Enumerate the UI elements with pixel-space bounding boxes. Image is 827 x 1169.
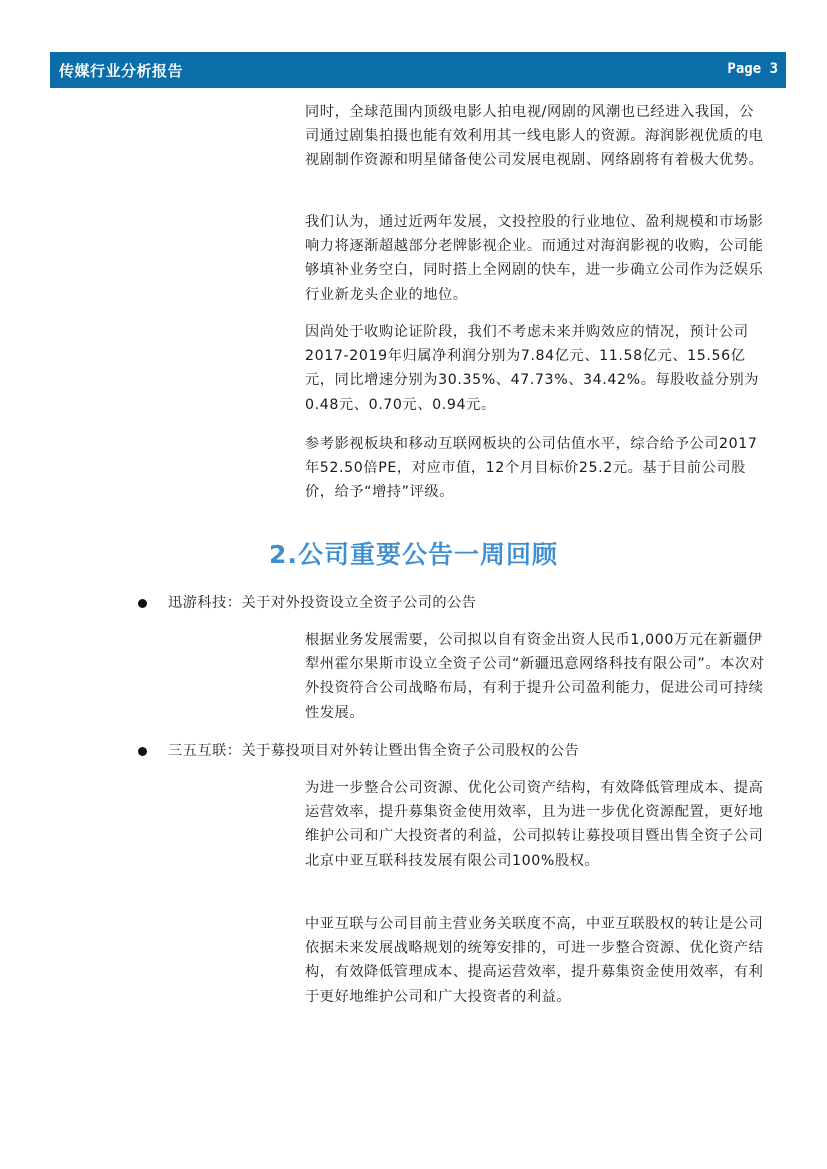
intro-paragraph-4: 参考影视板块和移动互联网板块的公司估值水平，综合给予公司2017年52.50倍PE，对应市值，12个月目标价25.2元。基于目前公司股价，给予“增持”评级。 xyxy=(305,436,758,501)
intro-paragraph-3: 因尚处于收购论证阶段，我们不考虑未来并购效应的情况，预计公司2017-2019年归属净利润分别为7.84亿元、11.58亿元、15.56亿元，同比增速分别为30.35%、47.73%、34.42%。每股收益分别为0.48元、0.70元、0.94元。 xyxy=(305,324,760,413)
announcement-paragraph: 根据业务发展需要，公司拟以自有资金出资人民币1,000万元在新疆伊犁州霍尔果斯市设立全资子公司“新疆迅意网络科技有限公司”。本次对外投资符合公司战略布局，有利于提升公司盈利能力，促进公司可持续性发展。 xyxy=(305,632,765,721)
intro-paragraph-2: 我们认为，通过近两年发展，文投控股的行业地位、盈利规模和市场影响力将逐渐超越部分老牌影视企业。而通过对海润影视的收购，公司能够填补业务空白，同时搭上全网剧的快车，进一步确立公司作为泛娱乐行业新龙头企业的地位。 xyxy=(305,214,764,303)
announcement-paragraph: 中亚互联与公司目前主营业务关联度不高，中亚互联股权的转让是公司依据未来发展战略规划的统筹安排的，可进一步整合资源、优化资产结构，有效降低管理成本、提高运营效率，提升募集资金使用效率，有利于更好地维护公司和广大投资者的利益。 xyxy=(305,916,764,1005)
bullet-icon xyxy=(138,747,147,756)
announcement-heading: 迅游科技：关于对外投资设立全资子公司的公告 xyxy=(168,595,477,611)
header-bar xyxy=(50,52,786,88)
announcement-heading: 三五互联：关于募投项目对外转让暨出售全资子公司股权的公告 xyxy=(168,743,580,759)
report-title: 传媒行业分析报告 xyxy=(59,62,184,80)
announcement-paragraph: 为进一步整合公司资源、优化公司资产结构，有效降低管理成本、提高运营效率，提升募集资金使用效率，且为进一步优化资源配置，更好地维护公司和广大投资者的利益，公司拟转让募投项目暨出售全资子公司北京中亚互联科技发展有限公司100%股权。 xyxy=(305,780,764,869)
page-number: Page 3 xyxy=(727,61,778,77)
bullet-icon xyxy=(138,599,147,608)
intro-paragraph-1: 同时，全球范围内顶级电影人拍电视/网剧的风潮也已经进入我国，公司通过剧集拍摄也能有效利用其一线电影人的资源。海润影视优质的电视剧制作资源和明星储备使公司发展电视剧、网络剧将有着极大优势。 xyxy=(305,104,764,169)
section-title: 2.公司重要公告一周回顾 xyxy=(269,540,558,569)
